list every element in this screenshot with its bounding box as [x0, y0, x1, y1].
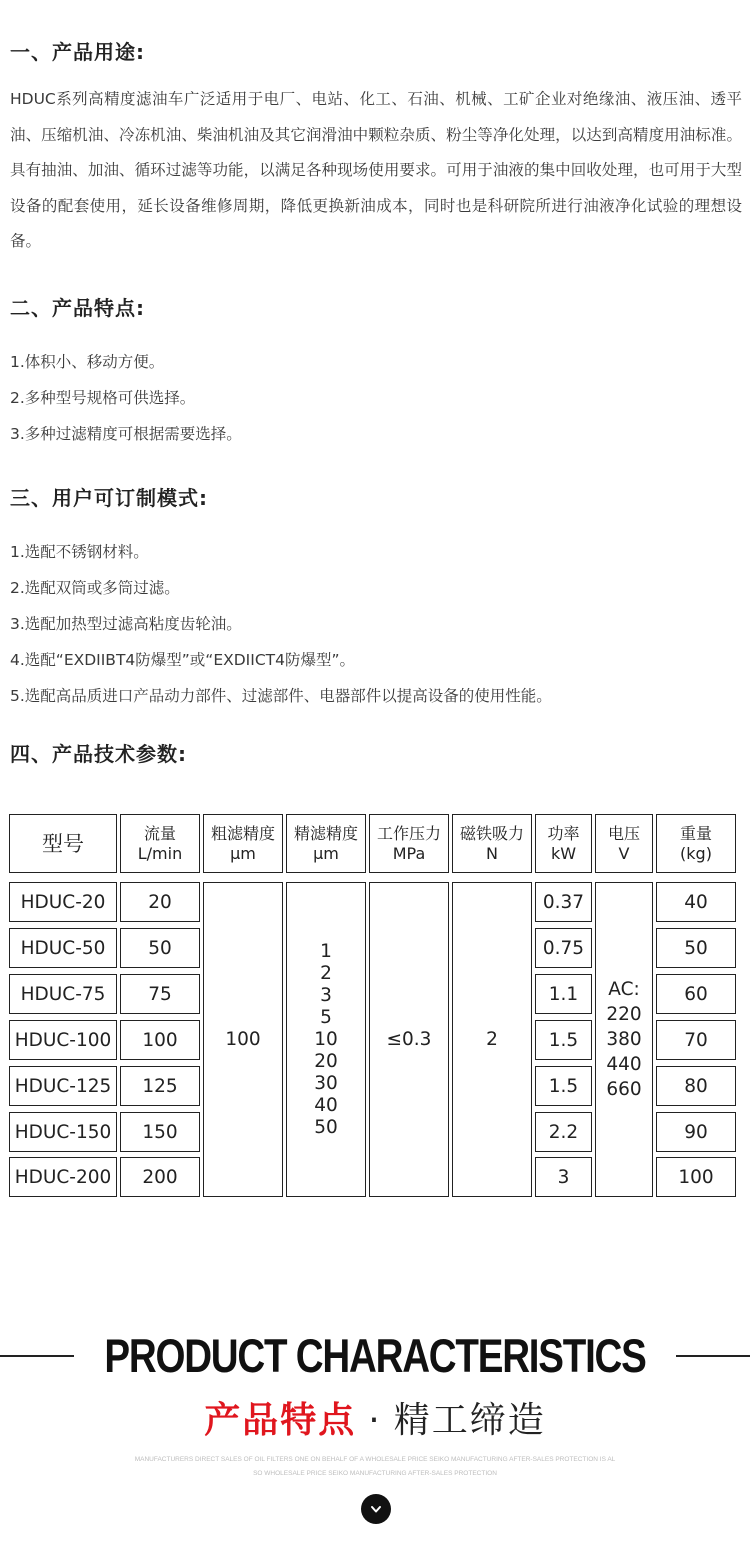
- custom-item: 5.选配高品质进口产品动力部件、过滤部件、电器部件以提高设备的使用性能。: [10, 687, 552, 705]
- cell-fine-precision: 1 2 3 5 10 20 30 40 50: [286, 882, 366, 1197]
- banner-divider-right: [676, 1355, 750, 1357]
- header-pressure: 工作压力 MPa: [369, 814, 449, 873]
- cell-voltage: AC: 220 380 440 660: [595, 882, 653, 1197]
- cell-coarse-precision: 100: [203, 882, 283, 1197]
- cell-power: 2.2: [535, 1112, 592, 1152]
- banner-english-title: PRODUCT CHARACTERISTICS: [104, 1329, 646, 1382]
- cell-flow: 200: [120, 1157, 200, 1197]
- cell-flow: 150: [120, 1112, 200, 1152]
- cell-flow: 20: [120, 882, 200, 922]
- section-title-custom: 三、用户可订制模式:: [10, 486, 208, 510]
- feature-item: 1.体积小、移动方便。: [10, 353, 165, 371]
- chevron-down-icon: [369, 1502, 383, 1516]
- section-title-usage: 一、产品用途:: [10, 40, 145, 64]
- banner-small-text: SO WHOLESALE PRICE SEIKO MANUFACTURING AFTER-SALES PROTECTION: [253, 1470, 497, 1477]
- cell-weight: 50: [656, 928, 736, 968]
- header-fine: 精滤精度 μm: [286, 814, 366, 873]
- cell-model: HDUC-125: [9, 1066, 117, 1106]
- usage-paragraph: HDUC系列高精度滤油车广泛适用于电厂、电站、化工、石油、机械、工矿企业对绝缘油、液压油、透平油、压缩机油、冷冻机油、柴油机油及其它润滑油中颗粒杂质、粉尘等净化处理，以达到高精度用油标准。具有抽油、加油、循环过滤等功能，以满足各种现场使用要求。可用于油液的集中回收处理，也可用于大型设备的配套使用，延长设备维修周期，降低更换新油成本，同时也是科研院所进行油液净化试验的理想设备。: [10, 90, 742, 250]
- cell-flow: 125: [120, 1066, 200, 1106]
- cell-weight: 90: [656, 1112, 736, 1152]
- cell-weight: 60: [656, 974, 736, 1014]
- cell-pressure: ≤0.3: [369, 882, 449, 1197]
- cell-power: 1.1: [535, 974, 592, 1014]
- header-flow: 流量 L/min: [120, 814, 200, 873]
- cell-flow: 50: [120, 928, 200, 968]
- banner-divider-left: [0, 1355, 74, 1357]
- cell-flow: 100: [120, 1020, 200, 1060]
- feature-item: 2.多种型号规格可供选择。: [10, 389, 196, 407]
- cell-power: 0.37: [535, 882, 592, 922]
- banner-chinese-red: 产品特点: [204, 1400, 357, 1441]
- custom-item: 3.选配加热型过滤高粘度齿轮油。: [10, 615, 242, 633]
- section-title-features: 二、产品特点:: [10, 296, 145, 320]
- custom-item: 2.选配双筒或多筒过滤。: [10, 579, 180, 597]
- cell-model: HDUC-50: [9, 928, 117, 968]
- feature-item: 3.多种过滤精度可根据需要选择。: [10, 425, 242, 443]
- cell-power: 3: [535, 1157, 592, 1197]
- cell-model: HDUC-75: [9, 974, 117, 1014]
- cell-model: HDUC-150: [9, 1112, 117, 1152]
- cell-weight: 40: [656, 882, 736, 922]
- cell-weight: 100: [656, 1157, 736, 1197]
- custom-item: 1.选配不锈钢材料。: [10, 543, 149, 561]
- cell-flow: 75: [120, 974, 200, 1014]
- cell-magnet: 2: [452, 882, 532, 1197]
- cell-power: 0.75: [535, 928, 592, 968]
- cell-model: HDUC-200: [9, 1157, 117, 1197]
- cell-model: HDUC-100: [9, 1020, 117, 1060]
- cell-weight: 70: [656, 1020, 736, 1060]
- header-magnet: 磁铁吸力 N: [452, 814, 532, 873]
- banner-separator: ·: [368, 1400, 382, 1441]
- banner-small-text: MANUFACTURERS DIRECT SALES OF OIL FILTERS ONE ON BEHALF OF A WHOLESALE PRICE SEIKO MANUFACTURING AFTER-SALES PROTECTION IS AL: [134, 1456, 616, 1463]
- header-power: 功率 kW: [535, 814, 592, 873]
- banner-chinese-title: [0, 1392, 750, 1443]
- cell-model: HDUC-20: [9, 882, 117, 922]
- scroll-down-button[interactable]: [361, 1494, 391, 1524]
- cell-weight: 80: [656, 1066, 736, 1106]
- section-title-params: 四、产品技术参数:: [10, 742, 187, 766]
- header-model: 型号: [9, 814, 117, 873]
- banner-chinese-black: 精工缔造: [393, 1400, 546, 1441]
- cell-power: 1.5: [535, 1066, 592, 1106]
- custom-item: 4.选配“EXDIIBT4防爆型”或“EXDIICT4防爆型”。: [10, 651, 356, 669]
- cell-power: 1.5: [535, 1020, 592, 1060]
- header-weight: 重量 (kg): [656, 814, 736, 873]
- header-voltage: 电压 V: [595, 814, 653, 873]
- header-coarse: 粗滤精度 μm: [203, 814, 283, 873]
